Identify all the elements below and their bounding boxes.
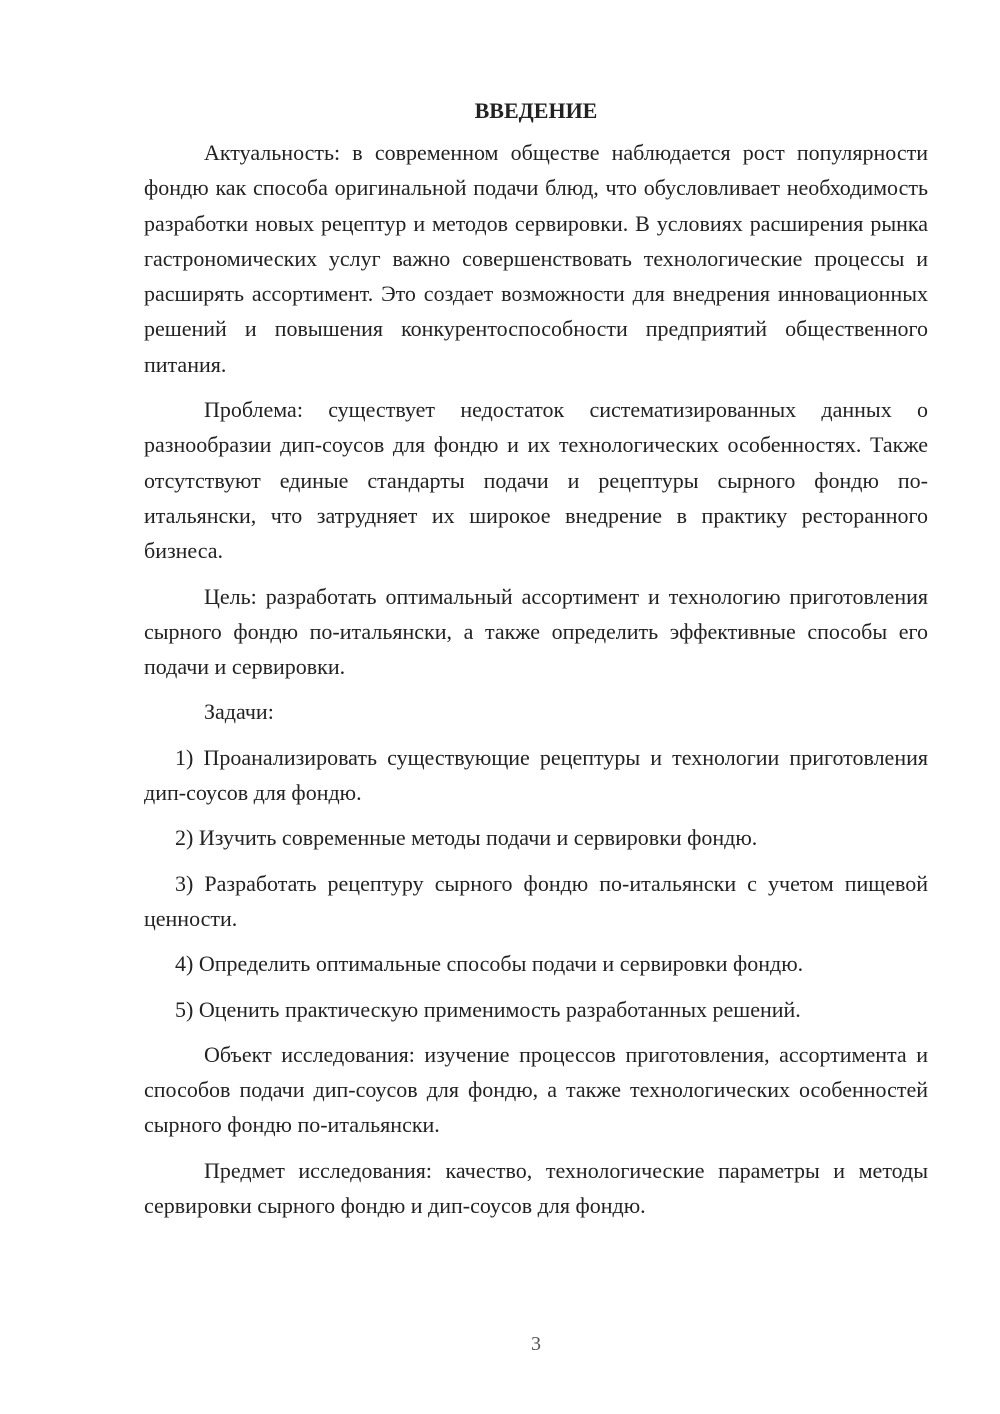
task-item-2: 2) Изучить современные методы подачи и сервировки фондю.	[175, 825, 758, 851]
task-item-5: 5) Оценить практическую применимость разработанных решений.	[175, 996, 801, 1022]
paragraph-goal: Цель: разработать оптимальный ассортимент и технологию приготовления сырного фондю по-итальянски, а также определить эффективные способы его подачи и сервировки.	[144, 583, 928, 680]
paragraph-relevance: Актуальность: в современном обществе наблюдается рост популярности фондю как способа оригинальной подачи блюд, что обусловливает необходимость разработки новых рецептур и методов сервировки. В условиях расширения рынка гастрономических услуг важно совершенствовать технологические процессы и расширять ассортимент. Это создает возможности для внедрения инновационных решений и повышения конкурентоспособности предприятий общественного питания.	[144, 140, 928, 377]
task-item-3: 3) Разработать рецептуру сырного фондю по-итальянски с учетом пищевой ценности.	[144, 870, 928, 931]
paragraph-tasks-heading: Задачи:	[204, 699, 274, 725]
paragraph-object: Объект исследования: изучение процессов приготовления, ассортимента и способов подачи дип-соусов для фондю, а также технологических особенностей сырного фондю по-итальянски.	[144, 1041, 928, 1138]
document-page	[144, 95, 928, 1233]
page-number: 3	[531, 1333, 541, 1355]
section-title: ВВЕДЕНИЕ	[474, 98, 598, 123]
paragraph-problem: Проблема: существует недостаток систематизированных данных о разнообразии дип-соусов для фондю и их технологических особенностях. Также отсутствуют единые стандарты подачи и рецептуры сырного фондю по-итальянски, что затрудняет их широкое внедрение в практику ресторанного бизнеса.	[144, 397, 928, 564]
paragraph-subject: Предмет исследования: качество, технологические параметры и методы сервировки сырного фондю и дип-соусов для фондю.	[144, 1157, 928, 1219]
task-item-1: 1) Проанализировать существующие рецептуры и технологии приготовления дип-соусов для фондю.	[144, 744, 928, 806]
task-item-4: 4) Определить оптимальные способы подачи и сервировки фондю.	[175, 951, 804, 977]
